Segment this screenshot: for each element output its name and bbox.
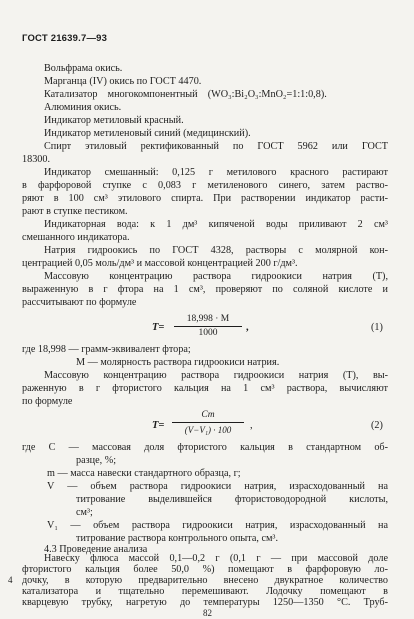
standard-header: ГОСТ 21639.7—93 <box>22 33 108 44</box>
formula-denominator: (V−V₁) · 100 <box>184 425 232 435</box>
text-line: разце, %; <box>76 455 117 466</box>
formula-lhs: T= <box>152 322 165 333</box>
text-line: титрование выделившейся фтористоводородной кислоты, <box>76 494 388 505</box>
text-line: Массовую концентрацию раствора гидроокиси натрия (Т), вы- <box>44 370 388 381</box>
equation-number: (2) <box>371 420 383 431</box>
equation-number: (1) <box>371 322 383 333</box>
formula-numerator: 18,998 · M <box>186 314 230 324</box>
text-line: центрацией 0,05 моль/дм³ и массовой концентрацией 200 г/дм³. <box>22 258 298 269</box>
text-line: по формуле <box>22 396 73 407</box>
text-line: m — масса навески стандартного образца, г; <box>47 468 241 479</box>
text-line: фтористого кальция более 50,0 %) помещают в фарфоровую ло- <box>22 564 388 575</box>
formula-lhs: T= <box>152 420 165 431</box>
text-line: дочку, в которую предварительно внесено двукратное количество <box>22 575 388 586</box>
text-line: где C — массовая доля фтористого кальция в стандартном об- <box>22 442 388 453</box>
text-line: Массовую концентрацию раствора гидроокиси натрия (Т), <box>44 271 388 282</box>
text-line: смешанного индикатора. <box>22 232 130 243</box>
text-line: Алюминия окись. <box>44 102 122 113</box>
text-line: кварцевую трубку, нагретую до температуры 1250—1350 °С. Труб- <box>22 597 388 608</box>
text-line: M — молярность раствора гидроокиси натрия. <box>76 357 280 368</box>
formula-numerator: Cm <box>201 410 215 420</box>
text-line: см³; <box>76 507 93 518</box>
text-line: V — объем раствора гидроокиси натрия, израсходованный на <box>47 481 388 492</box>
text-line: рают в ступке пестиком. <box>22 206 128 217</box>
text-line: выраженную в г фтора на 1 см³, проверяют по соляной кислоте и <box>22 284 388 295</box>
text-line: ряют в 100 см³ этилового спирта. При растворении индикатор расти- <box>22 193 388 204</box>
formula-tail: , <box>246 322 249 333</box>
section-heading: 4.3 Проведение анализа <box>44 544 148 555</box>
text-line: катализатора и тщательно перемешивают. Лодочку помещают в <box>22 586 388 597</box>
text-line: рассчитывают по формуле <box>22 297 137 308</box>
text-line: Спирт этиловый ректификованный по ГОСТ 5962 или ГОСТ <box>44 141 388 152</box>
text-line: Катализатор многокомпонентный (WO₃:Bi₂O₃:MnO₂=1:1:0,8). <box>44 89 327 100</box>
fraction-bar <box>174 326 242 327</box>
page-number: 82 <box>203 608 212 618</box>
text-line: раженную в г фтористого кальция на 1 см³ раствора, вычисляют <box>22 383 388 394</box>
text-line: Навеску флюса массой 0,1—0,2 г (0,1 г — при массовой доле <box>44 553 388 564</box>
text-line: в фарфоровой ступке с 0,083 г метиленового синего, затем раство- <box>22 180 388 191</box>
text-line: V₁ — объем раствора гидроокиси натрия, израсходованный на <box>47 520 388 531</box>
fraction-bar <box>172 422 244 423</box>
text-line: Индикатор смешанный: 0,125 г метилового красного растирают <box>44 167 388 178</box>
formula-denominator: 1000 <box>198 328 218 338</box>
text-line: Индикаторная вода: к 1 дм³ кипяченой воды приливают 2 см³ <box>44 219 388 230</box>
text-line: титрование раствора контрольного опыта, см³. <box>76 533 279 544</box>
text-line: где 18,998 — грамм-эквивалент фтора; <box>22 344 191 355</box>
text-line: Натрия гидроокись по ГОСТ 4328, растворы с молярной кон- <box>44 245 388 256</box>
text-line: Вольфрама окись. <box>44 63 123 74</box>
text-line: 18300. <box>22 154 51 165</box>
footer-left: 4 <box>8 575 13 585</box>
text-line: Индикатор метиленовый синий (медицинский). <box>44 128 251 139</box>
formula-tail: , <box>250 420 253 431</box>
text-line: Индикатор метиловый красный. <box>44 115 184 126</box>
text-line: Марганца (IV) окись по ГОСТ 4470. <box>44 76 202 87</box>
